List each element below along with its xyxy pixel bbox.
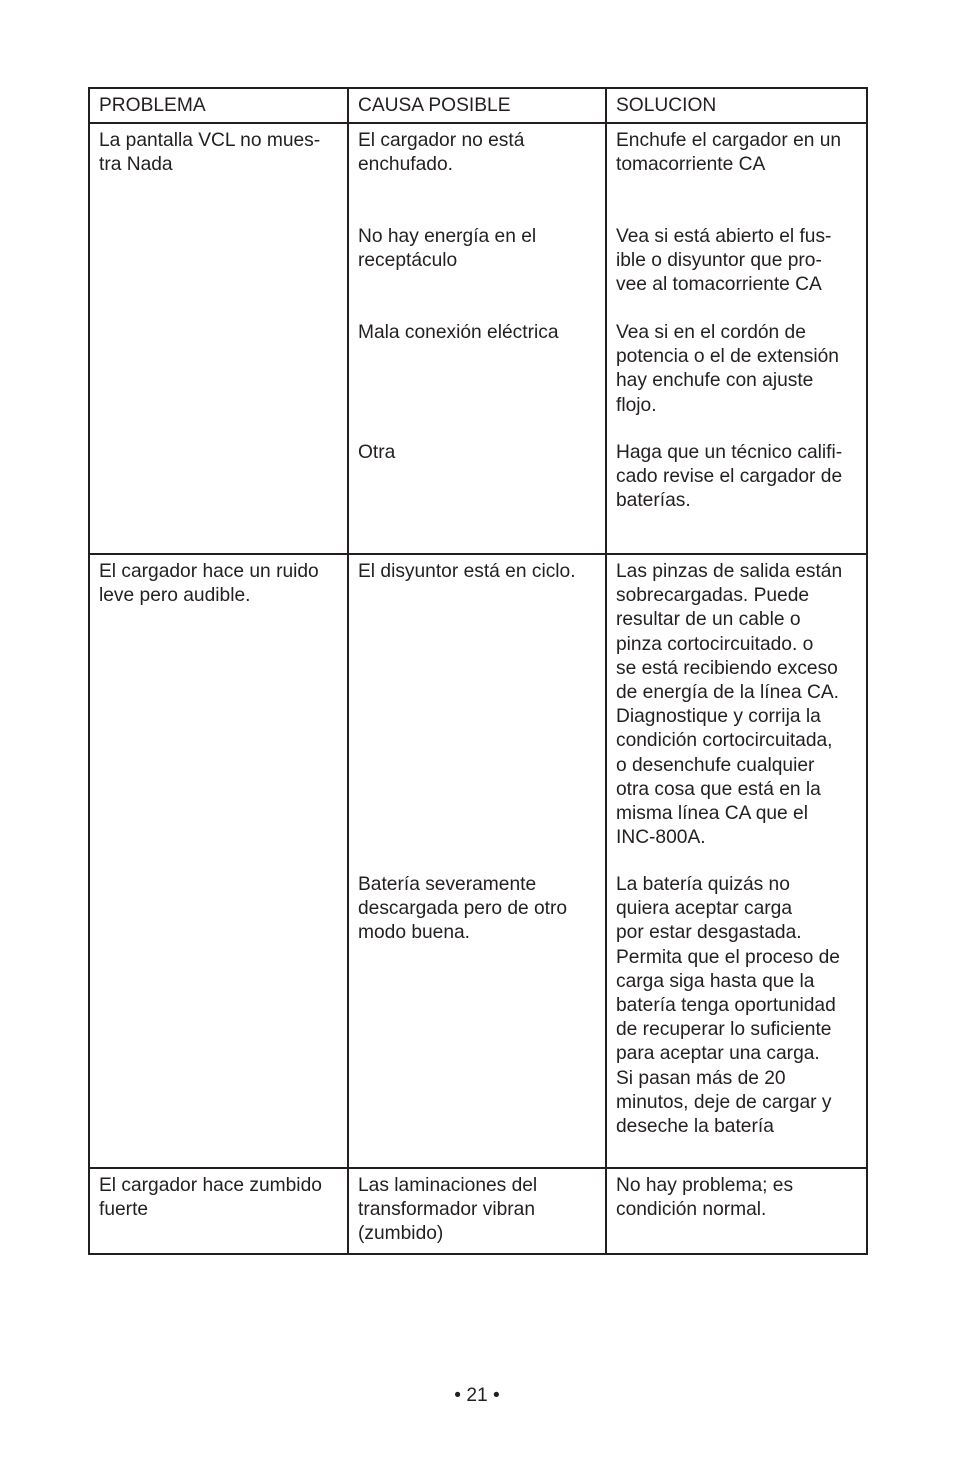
page-number: • 21 •: [454, 1385, 500, 1406]
header-solution: SOLUCION: [606, 88, 867, 123]
problem-cell: [89, 554, 348, 1168]
solution-text: Enchufe el cargador en un tomacorriente CA: [616, 130, 842, 176]
solution-text: Las pinzas de salida están sobrecargadas. Puede resultar de un cable o pinza cortocircuitado. o se está recibiendo exceso de energía de la línea CA. Diagnostique y corrija la condición cortocircuitada, o desenchufe cualquier otra cosa que está en la misma línea CA que el INC-800A.: [616, 561, 843, 849]
solution-cell: [606, 554, 867, 1168]
cause-cell: [348, 123, 606, 554]
problem-cell: [89, 123, 348, 554]
cause-cell: [348, 554, 606, 1168]
solution-text: Vea si está abierto el fus- ible o disyuntor que pro- vee al tomacorriente CA: [616, 226, 832, 296]
cause-text: No hay energía en el receptáculo: [358, 226, 537, 272]
problem-cell: [89, 1168, 348, 1254]
header-cause: CAUSA POSIBLE: [348, 88, 606, 123]
problem-text: El cargador hace zumbido fuerte: [99, 1175, 322, 1221]
troubleshooting-table: [88, 87, 868, 1255]
table-row: [89, 123, 867, 554]
table-row: [89, 1168, 867, 1254]
solution-text: Haga que un técnico califi- cado revise el cargador de baterías.: [616, 442, 843, 512]
solution-text: La batería quizás no quiera aceptar carga por estar desgastada. Permita que el proceso de carga siga hasta que la batería tenga oportunidad de recuperar lo suficiente para aceptar una carga. Si pasan más de 20 minutos, deje de cargar y deseche la batería: [616, 874, 840, 1138]
cause-text: Otra: [358, 442, 396, 463]
solution-cell: [606, 123, 867, 554]
table-header-row: [89, 88, 867, 123]
table-row: [89, 554, 867, 1168]
cause-text: Mala conexión eléctrica: [358, 322, 559, 343]
solution-text: No hay problema; es condición normal.: [616, 1175, 794, 1221]
problem-text: La pantalla VCL no mues- tra Nada: [99, 130, 321, 176]
cause-text: El disyuntor está en ciclo.: [358, 561, 576, 582]
cause-text: El cargador no está enchufado.: [358, 130, 525, 176]
header-problem: PROBLEMA: [89, 88, 348, 123]
solution-cell: [606, 1168, 867, 1254]
cause-text: Las laminaciones del transformador vibran (zumbido): [358, 1175, 538, 1245]
cause-text: Batería severamente descargada pero de otro modo buena.: [358, 874, 568, 944]
solution-text: Vea si en el cordón de potencia o el de extensión hay enchufe con ajuste flojo.: [616, 322, 839, 416]
problem-text: El cargador hace un ruido leve pero audible.: [99, 561, 319, 607]
cause-cell: [348, 1168, 606, 1254]
